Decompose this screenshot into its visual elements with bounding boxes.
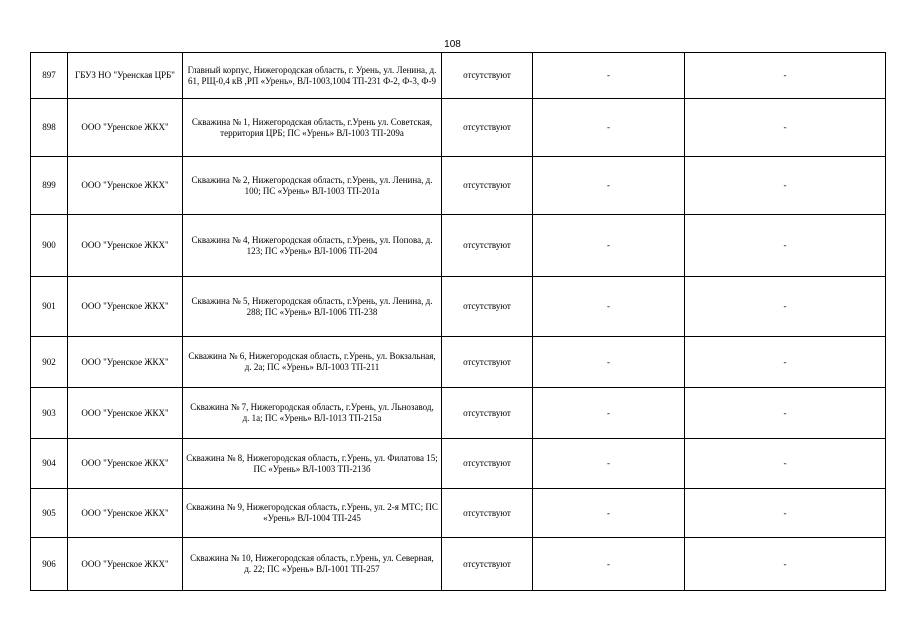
row-number-cell: 897 [31, 53, 68, 99]
value-cell-6: - [685, 277, 886, 337]
page-number: 108 [444, 39, 461, 50]
address-cell: Скважина № 8, Нижегородская область, г.Урень, ул. Филатова 15; ПС «Урень» ВЛ-1003 ТП-213б [183, 439, 442, 489]
owner-cell: ООО "Уренское ЖКХ" [68, 439, 183, 489]
value-cell-5: - [533, 439, 685, 489]
table-row [31, 215, 886, 277]
address-cell: Скважина № 7, Нижегородская область, г.Урень, ул. Льнозавод, д. 1а; ПС «Урень» ВЛ-1013 ТП-215а [183, 388, 442, 439]
owner-cell: ООО "Уренское ЖКХ" [68, 99, 183, 157]
value-cell-5: - [533, 99, 685, 157]
table-row [31, 99, 886, 157]
value-cell-6: - [685, 489, 886, 538]
owner-cell: ООО "Уренское ЖКХ" [68, 277, 183, 337]
value-cell-6: - [685, 388, 886, 439]
value-cell-5: - [533, 489, 685, 538]
table-row [31, 337, 886, 388]
value-cell-5: - [533, 538, 685, 591]
table-row [31, 439, 886, 489]
row-number-cell: 903 [31, 388, 68, 439]
value-cell-6: - [685, 53, 886, 99]
table-row [31, 388, 886, 439]
table-row [31, 157, 886, 215]
row-number-cell: 900 [31, 215, 68, 277]
table-row [31, 277, 886, 337]
value-cell-5: - [533, 337, 685, 388]
value-cell-5: - [533, 53, 685, 99]
address-cell: Скважина № 1, Нижегородская область, г.Урень ул. Советская, территория ЦРБ; ПС «Урень» ВЛ-1003 ТП-209а [183, 99, 442, 157]
status-cell: отсутствуют [442, 277, 533, 337]
value-cell-6: - [685, 157, 886, 215]
address-cell: Скважина № 9, Нижегородская область, г.Урень, ул. 2-я МТС; ПС «Урень» ВЛ-1004 ТП-245 [183, 489, 442, 538]
value-cell-5: - [533, 388, 685, 439]
status-cell: отсутствуют [442, 439, 533, 489]
row-number-cell: 899 [31, 157, 68, 215]
row-number-cell: 904 [31, 439, 68, 489]
status-cell: отсутствуют [442, 388, 533, 439]
value-cell-6: - [685, 99, 886, 157]
value-cell-5: - [533, 215, 685, 277]
address-cell: Скважина № 4, Нижегородская область, г.Урень, ул. Попова, д. 123; ПС «Урень» ВЛ-1006 ТП-204 [183, 215, 442, 277]
owner-cell: ООО "Уренское ЖКХ" [68, 215, 183, 277]
status-cell: отсутствуют [442, 53, 533, 99]
row-number-cell: 898 [31, 99, 68, 157]
row-number-cell: 906 [31, 538, 68, 591]
status-cell: отсутствуют [442, 215, 533, 277]
owner-cell: ООО "Уренское ЖКХ" [68, 489, 183, 538]
table-row [31, 538, 886, 591]
value-cell-6: - [685, 215, 886, 277]
owner-cell: ООО "Уренское ЖКХ" [68, 337, 183, 388]
row-number-cell: 901 [31, 277, 68, 337]
address-cell: Скважина № 5, Нижегородская область, г.Урень, ул. Ленина, д. 288; ПС «Урень» ВЛ-1006 ТП-238 [183, 277, 442, 337]
value-cell-6: - [685, 538, 886, 591]
value-cell-5: - [533, 277, 685, 337]
address-cell: Скважина № 2, Нижегородская область, г.Урень, ул. Ленина, д. 100; ПС «Урень» ВЛ-1003 ТП-201а [183, 157, 442, 215]
owner-cell: ГБУЗ НО "Уренская ЦРБ" [68, 53, 183, 99]
row-number-cell: 905 [31, 489, 68, 538]
status-cell: отсутствуют [442, 337, 533, 388]
owner-cell: ООО "Уренское ЖКХ" [68, 388, 183, 439]
table-row [31, 489, 886, 538]
address-cell: Скважина № 6, Нижегородская область, г.Урень, ул. Вокзальная, д. 2а; ПС «Урень» ВЛ-1003 ТП-211 [183, 337, 442, 388]
status-cell: отсутствуют [442, 157, 533, 215]
address-cell: Главный корпус, Нижегородская область, г. Урень, ул. Ленина, д. 61, РЩ-0,4 кВ ,РП «Урень», ВЛ-1003,1004 ТП-231 Ф-2, Ф-3, Ф-9 [183, 53, 442, 99]
data-table [30, 52, 886, 591]
owner-cell: ООО "Уренское ЖКХ" [68, 157, 183, 215]
address-cell: Скважина № 10, Нижегородская область, г.Урень, ул. Северная, д. 22; ПС «Урень» ВЛ-1001 ТП-257 [183, 538, 442, 591]
status-cell: отсутствуют [442, 538, 533, 591]
owner-cell: ООО "Уренское ЖКХ" [68, 538, 183, 591]
status-cell: отсутствуют [442, 99, 533, 157]
row-number-cell: 902 [31, 337, 68, 388]
status-cell: отсутствуют [442, 489, 533, 538]
value-cell-5: - [533, 157, 685, 215]
value-cell-6: - [685, 337, 886, 388]
value-cell-6: - [685, 439, 886, 489]
table-row [31, 53, 886, 99]
